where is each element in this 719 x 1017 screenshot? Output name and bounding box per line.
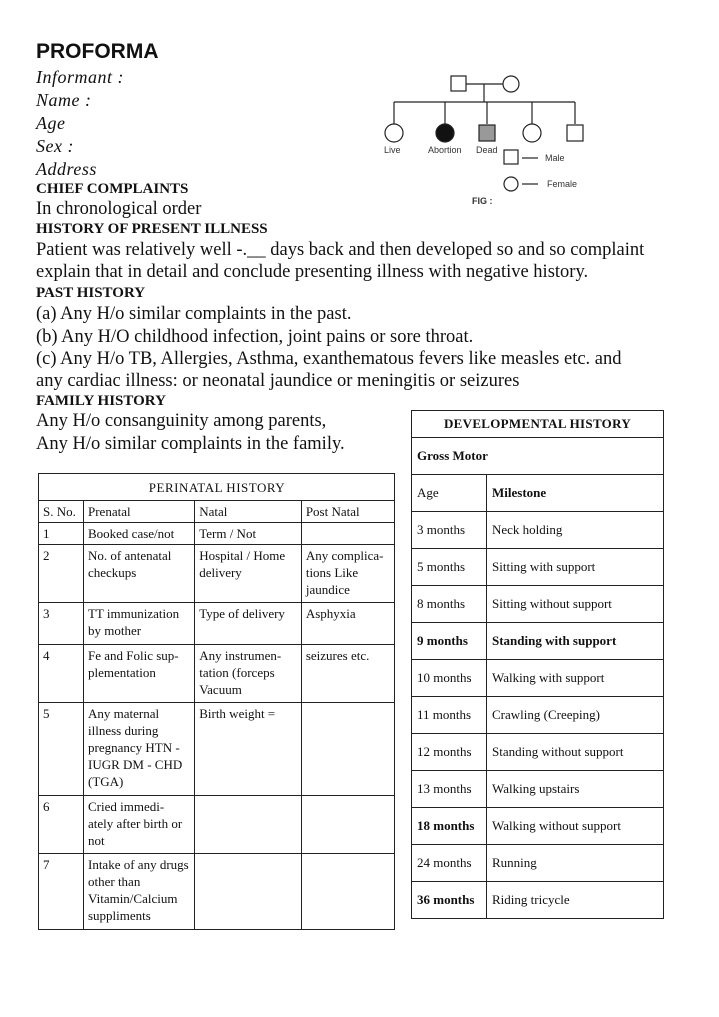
postnatal-cell: Any complica- tions Like jaundice (301, 545, 394, 603)
past-history-c1: (c) Any H/o TB, Allergies, Asthma, exanthematous fevers like measles etc. and (36, 349, 622, 369)
gross-motor-subtitle: Gross Motor (412, 438, 664, 475)
family-history-line2: Any H/o similar complaints in the family. (36, 434, 345, 454)
header-sno: S. No. (39, 501, 84, 523)
developmental-title: DEVELOPMENTAL HISTORY (412, 411, 664, 438)
developmental-header-row (412, 475, 664, 512)
dead-label: Dead (476, 145, 498, 155)
table-row (412, 771, 664, 808)
present-illness-heading: HISTORY OF PRESENT ILLNESS (36, 221, 268, 237)
prenatal-cell: Any maternal illness during pregnancy HTN - IUGR DM - CHD (TGA) (83, 703, 194, 796)
header-postnatal: Post Natal (301, 501, 394, 523)
postnatal-cell (301, 523, 394, 545)
father-square-icon (451, 76, 466, 91)
family-history-line1: Any H/o consanguinity among parents, (36, 411, 327, 431)
natal-cell: Any instrumen- tation (forceps Vacuum (195, 645, 302, 703)
past-history-c2: any cardiac illness: or neonatal jaundice or meningitis or seizures (36, 371, 520, 391)
present-illness-line2: explain that in detail and conclude presenting illness with negative history. (36, 262, 589, 282)
age-cell: 3 months (412, 512, 487, 549)
abortion-circle-icon (436, 124, 454, 142)
table-row (412, 623, 664, 660)
table-row (39, 854, 395, 930)
prenatal-cell: No. of antenatal checkups (83, 545, 194, 603)
table-row (39, 703, 395, 796)
live-circle-icon (385, 124, 403, 142)
age-cell: 5 months (412, 549, 487, 586)
natal-cell: Birth weight = (195, 703, 302, 796)
perinatal-header-row (39, 501, 395, 523)
table-row (412, 549, 664, 586)
age-cell: 18 months (412, 808, 487, 845)
sex-field: Sex : (36, 136, 74, 156)
header-natal: Natal (195, 501, 302, 523)
family-history-heading: FAMILY HISTORY (36, 393, 166, 409)
header-milestone: Milestone (487, 475, 664, 512)
past-history-a: (a) Any H/o similar complaints in the past. (36, 304, 352, 324)
child-square-icon (567, 125, 583, 141)
table-row (39, 545, 395, 603)
table-row (39, 603, 395, 645)
present-illness-line1: Patient was relatively well -.__ days back and then developed so and so complaint (36, 240, 645, 260)
live-label: Live (384, 145, 401, 155)
table-row (412, 808, 664, 845)
table-row (412, 660, 664, 697)
address-field: Address (36, 159, 97, 179)
table-row (412, 734, 664, 771)
pedigree-figure (362, 62, 592, 212)
milestone-cell: Crawling (Creeping) (487, 697, 664, 734)
row-number: 1 (39, 523, 84, 545)
chief-complaints-heading: CHIEF COMPLAINTS (36, 181, 189, 197)
age-cell: 11 months (412, 697, 487, 734)
postnatal-cell (301, 796, 394, 854)
past-history-heading: PAST HISTORY (36, 285, 146, 301)
prenatal-cell: TT immunization by mother (83, 603, 194, 645)
age-cell: 9 months (412, 623, 487, 660)
milestone-cell: Sitting with support (487, 549, 664, 586)
age-cell: 36 months (412, 882, 487, 919)
age-cell: 12 months (412, 734, 487, 771)
page-title: PROFORMA (36, 40, 159, 63)
row-number: 7 (39, 854, 84, 930)
milestone-cell: Running (487, 845, 664, 882)
postnatal-cell: seizures etc. (301, 645, 394, 703)
fig-label: FIG : (472, 196, 493, 206)
female-key-circle-icon (504, 177, 518, 191)
age-cell: 24 months (412, 845, 487, 882)
developmental-table (411, 410, 664, 919)
natal-cell (195, 854, 302, 930)
table-row (412, 512, 664, 549)
perinatal-table (38, 473, 395, 930)
informant-field: Informant : (36, 67, 124, 87)
table-row (412, 845, 664, 882)
prenatal-cell: Intake of any drugs other than Vitamin/Calcium suppliments (83, 854, 194, 930)
table-row (412, 882, 664, 919)
male-label: Male (545, 153, 565, 163)
natal-cell: Type of delivery (195, 603, 302, 645)
row-number: 5 (39, 703, 84, 796)
postnatal-cell (301, 703, 394, 796)
female-label: Female (547, 179, 578, 189)
header-age: Age (412, 475, 487, 512)
header-prenatal: Prenatal (83, 501, 194, 523)
prenatal-cell: Booked case/not (83, 523, 194, 545)
row-number: 4 (39, 645, 84, 703)
male-key-square-icon (504, 150, 518, 164)
natal-cell (195, 796, 302, 854)
dead-square-icon (479, 125, 495, 141)
mother-circle-icon (503, 76, 519, 92)
milestone-cell: Standing with support (487, 623, 664, 660)
postnatal-cell (301, 854, 394, 930)
table-row (412, 586, 664, 623)
child-circle-icon (523, 124, 541, 142)
natal-cell: Hospital / Home delivery (195, 545, 302, 603)
postnatal-cell: Asphyxia (301, 603, 394, 645)
age-cell: 8 months (412, 586, 487, 623)
perinatal-title: PERINATAL HISTORY (39, 474, 395, 501)
row-number: 3 (39, 603, 84, 645)
milestone-cell: Neck holding (487, 512, 664, 549)
milestone-cell: Sitting without support (487, 586, 664, 623)
table-row (39, 645, 395, 703)
milestone-cell: Walking with support (487, 660, 664, 697)
row-number: 2 (39, 545, 84, 603)
milestone-cell: Standing without support (487, 734, 664, 771)
prenatal-cell: Fe and Folic sup- plementation (83, 645, 194, 703)
row-number: 6 (39, 796, 84, 854)
age-cell: 10 months (412, 660, 487, 697)
milestone-cell: Walking without support (487, 808, 664, 845)
milestone-cell: Walking upstairs (487, 771, 664, 808)
age-cell: 13 months (412, 771, 487, 808)
milestone-cell: Riding tricycle (487, 882, 664, 919)
abortion-label: Abortion (428, 145, 462, 155)
chief-complaints-text: In chronological order (36, 199, 202, 219)
past-history-b: (b) Any H/O childhood infection, joint pains or sore throat. (36, 327, 474, 347)
age-field: Age (36, 113, 66, 133)
table-row (39, 523, 395, 545)
table-row (412, 697, 664, 734)
prenatal-cell: Cried immedi- ately after birth or not (83, 796, 194, 854)
natal-cell: Term / Not (195, 523, 302, 545)
table-row (39, 796, 395, 854)
name-field: Name : (36, 90, 92, 110)
